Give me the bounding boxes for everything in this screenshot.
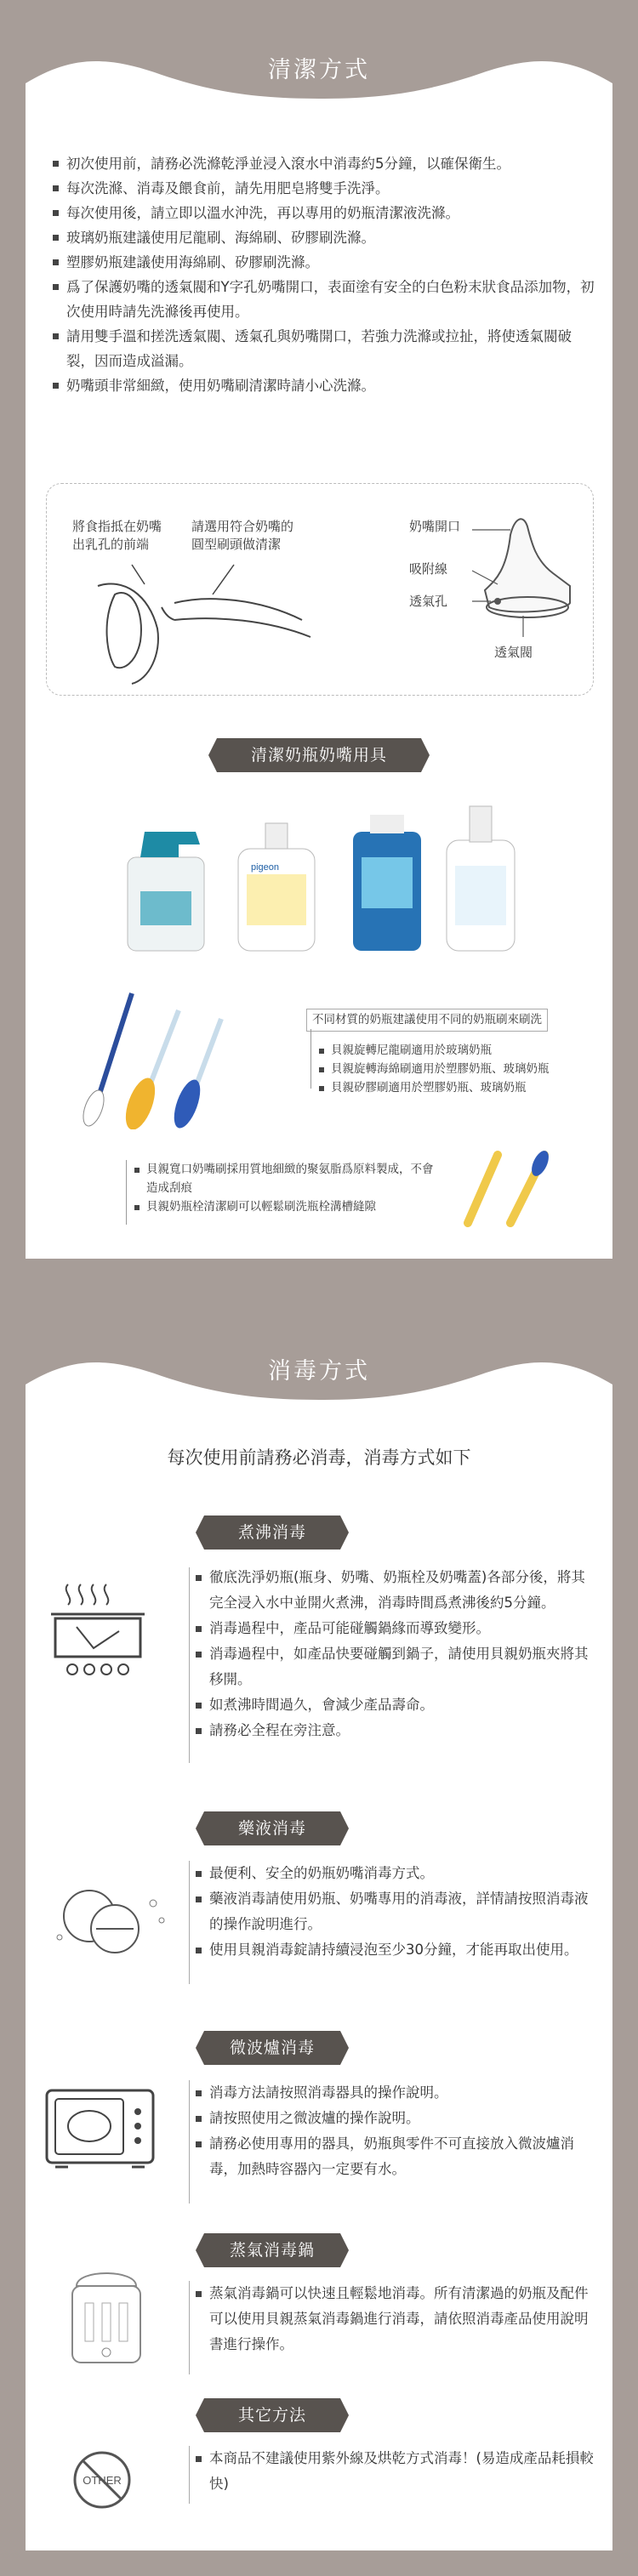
boiling-pot-icon	[43, 1580, 162, 1682]
section-divider	[189, 2446, 190, 2504]
microwave-icon	[43, 2082, 162, 2175]
pump-bottle-icon	[238, 823, 315, 951]
list-item: 徹底洗淨奶瓶(瓶身、奶嘴、奶瓶栓及奶嘴蓋)各部分後，將其完全浸入水中並開火煮沸，消毒時間爲煮沸後約5分鐘。	[196, 1565, 595, 1616]
section-boil-list	[196, 1565, 595, 1743]
cleaning-bullet-list	[53, 151, 597, 398]
bottle-brushes-illustration	[77, 968, 247, 1129]
section-steam-pill: 蒸氣消毒鍋	[204, 2233, 340, 2267]
section-microwave-pill: 微波爐消毒	[204, 2031, 340, 2065]
list-item: 消毒過程中，如產品快要碰觸到鍋子，請使用貝親奶瓶夾將其移開。	[196, 1641, 595, 1692]
list-item: 每次使用後，請立即以溫水沖洗，再以專用的奶瓶清潔液洗滌。	[53, 201, 597, 225]
brush-list	[319, 1041, 591, 1097]
cleaning-products-illustration	[111, 798, 536, 959]
vent-valve-label: 透氣閥	[494, 645, 533, 660]
list-item: 請務必全程在旁注意。	[196, 1718, 595, 1743]
list-item: 使用貝親消毒錠請持續浸泡至少30分鐘，才能再取出使用。	[196, 1937, 595, 1963]
pigeon-logo: pigeon	[251, 862, 280, 873]
nipple-cleaning-diagram	[46, 483, 594, 696]
cleaning-header	[26, 24, 612, 122]
list-item: 貝親旋轉尼龍刷適用於玻璃奶瓶	[319, 1041, 591, 1060]
section-divider	[189, 1567, 190, 1763]
list-item: 本商品不建議使用紫外線及烘乾方式消毒！(易造成產品耗損較快)	[196, 2446, 595, 2497]
section-chemical-list	[196, 1861, 595, 1963]
list-item: 請用雙手溫和搓洗透氣閥、透氣孔與奶嘴開口，若強力洗滌或拉扯，將使透氣閥破裂，因而造成溢漏。	[53, 324, 597, 373]
list-item: 塑膠奶瓶建議使用海綿刷、矽膠刷洗滌。	[53, 250, 597, 275]
hand-label-1: 將食指抵在奶嘴 出乳孔的前端	[72, 519, 162, 552]
spray-bottle-icon	[128, 832, 204, 951]
hand-label-2: 請選用符合奶嘴的 圓型刷頭做清潔	[191, 519, 294, 552]
list-item: 貝親寬口奶嘴刷採用質地細緻的聚氨脂爲原料製成，不會造成刮痕	[134, 1160, 441, 1197]
tall-bottle-icon	[447, 806, 515, 951]
vent-hole-label: 透氣孔	[409, 594, 448, 609]
list-item: 消毒方法請按照消毒器具的操作說明。	[196, 2080, 595, 2106]
list-item: 貝親矽膠刷適用於塑膠奶瓶、玻璃奶瓶	[319, 1078, 591, 1097]
list-item: 爲了保護奶嘴的透氣閥和Y字孔奶嘴開口，表面塗有安全的白色粉末狀食品添加物，初次使用時請先洗滌後再使用。	[53, 275, 597, 324]
section-chemical-pill: 藥液消毒	[204, 1811, 340, 1845]
nipple-brush-list	[134, 1160, 441, 1216]
list-item: 貝親奶瓶栓清潔刷可以輕鬆刷洗瓶栓溝槽縫隙	[134, 1197, 441, 1216]
section-steam-list	[196, 2281, 595, 2357]
no-other-icon	[68, 2446, 145, 2522]
disinfect-header	[26, 1325, 612, 1423]
hand-cleaning-illustration	[81, 560, 336, 688]
disinfect-intro: 每次使用前請務必消毒，消毒方式如下	[167, 1447, 471, 1468]
list-item: 請務必使用專用的器具，奶瓶與零件不可直接放入微波爐消毒，加熱時容器內一定要有水。	[196, 2131, 595, 2182]
list-item: 蒸氣消毒鍋可以快速且輕鬆地消毒。所有清潔過的奶瓶及配件可以使用貝親蒸氣消毒鍋進行消毒，請依照消毒產品使用說明書進行操作。	[196, 2281, 595, 2357]
refill-bottle-icon	[353, 815, 421, 951]
disinfect-panel	[26, 1325, 612, 2550]
other-icon-text: OTHER	[83, 2474, 122, 2487]
nipple-opening-label: 奶嘴開口	[409, 519, 461, 534]
steam-sterilizer-icon	[60, 2260, 153, 2380]
list-item: 玻璃奶瓶建議使用尼龍刷、海綿刷、矽膠刷洗滌。	[53, 225, 597, 250]
section-divider	[189, 2281, 190, 2374]
list-item: 消毒過程中，產品可能碰觸鍋緣而導致變形。	[196, 1616, 595, 1641]
list-item: 如煮沸時間過久，會減少產品壽命。	[196, 1692, 595, 1718]
nipple-brushes-illustration	[451, 1138, 570, 1231]
list-item: 貝親旋轉海綿刷適用於塑膠奶瓶、玻璃奶瓶	[319, 1060, 591, 1078]
section-other-pill: 其它方法	[204, 2398, 340, 2432]
tools-title-pill: 清潔奶瓶奶嘴用具	[217, 738, 421, 772]
section-microwave-list	[196, 2080, 595, 2182]
nipple-illustration	[472, 509, 583, 637]
list-item: 藥液消毒請使用奶瓶、奶嘴專用的消毒液，詳情請按照消毒液的操作說明進行。	[196, 1886, 595, 1937]
section-divider	[189, 1861, 190, 1984]
section-boil-pill: 煮沸消毒	[204, 1515, 340, 1550]
cleaning-title: 清潔方式	[268, 57, 370, 83]
nipple-brush-divider	[126, 1160, 127, 1225]
list-item: 奶嘴頭非常細緻，使用奶嘴刷清潔時請小心洗滌。	[53, 373, 597, 398]
cleaning-panel	[26, 24, 612, 1259]
suction-line-label: 吸附線	[409, 561, 448, 577]
list-item: 初次使用前，請務必洗滌乾淨並浸入滾水中消毒約5分鐘，以確保衛生。	[53, 151, 597, 176]
tablet-icon	[43, 1869, 179, 1963]
list-item: 請按照使用之微波爐的操作說明。	[196, 2106, 595, 2131]
section-divider	[189, 2080, 190, 2204]
disinfect-title: 消毒方式	[268, 1358, 370, 1385]
list-item: 最便利、安全的奶瓶奶嘴消毒方式。	[196, 1861, 595, 1886]
brush-note-divider	[310, 1029, 311, 1089]
section-other-list	[196, 2446, 595, 2497]
brush-note: 不同材質的奶瓶建議使用不同的奶瓶刷來刷洗	[306, 1009, 548, 1032]
list-item: 每次洗滌、消毒及餵食前，請先用肥皂將雙手洗淨。	[53, 176, 597, 201]
